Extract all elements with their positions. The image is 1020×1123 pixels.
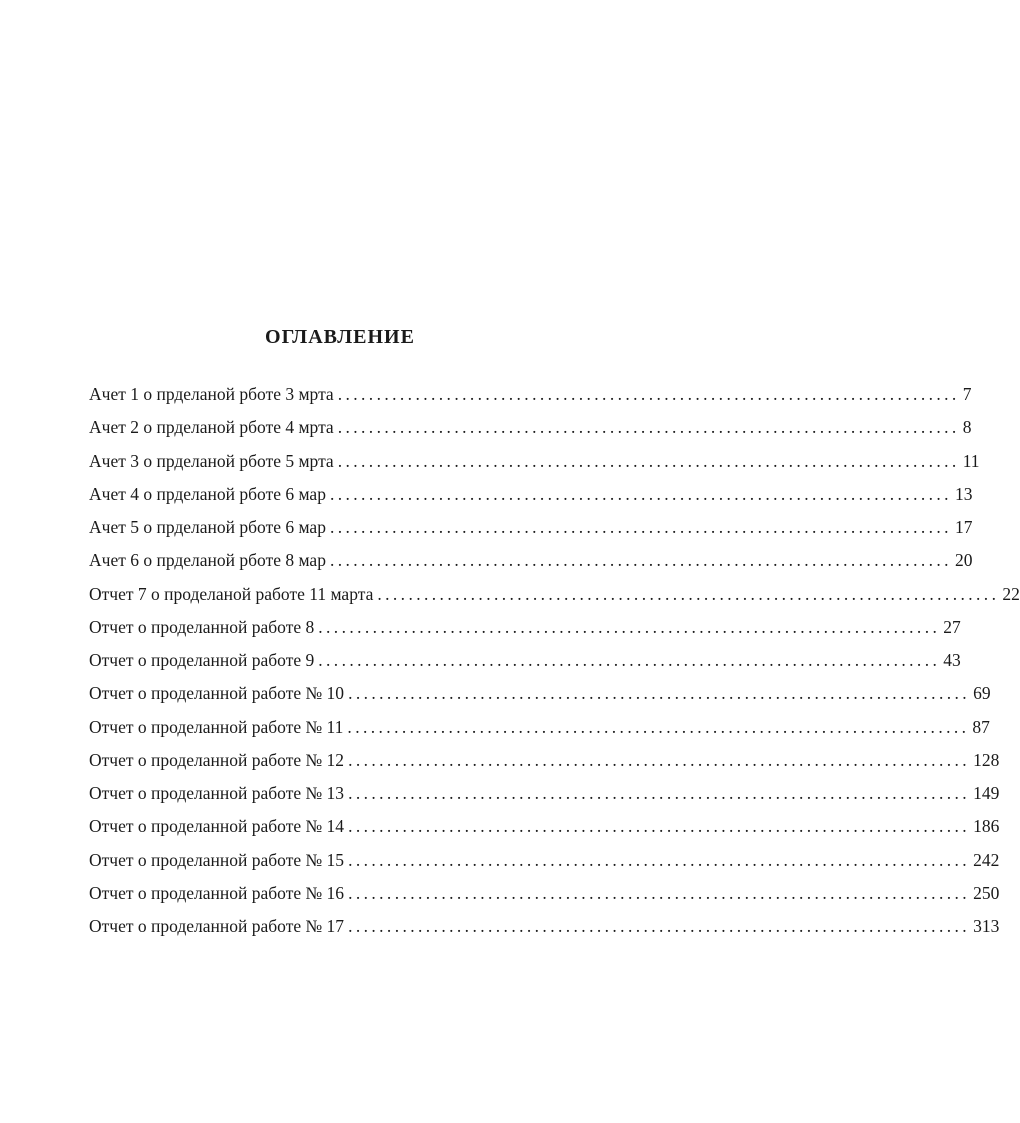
toc-entry-title: Отчет о проделанной работе № 16	[89, 882, 345, 903]
toc-entry[interactable]	[89, 681, 991, 714]
toc-entry[interactable]	[89, 382, 972, 415]
toc-entry-title: Отчет о проделанной работе № 12	[89, 749, 345, 770]
toc-entry-title: Отчет о проделанной работе 8	[89, 616, 315, 637]
dot-leader: ................................................................................	[337, 384, 960, 404]
toc-entry[interactable]	[89, 881, 1000, 914]
toc-entry[interactable]	[89, 482, 973, 515]
toc-entry-title: Отчет о проделанной работе № 13	[89, 783, 345, 803]
dot-leader: ................................................................................	[337, 450, 960, 471]
toc-entry-title: Ачет 4 о прделаной рботе 6 мар	[89, 483, 326, 504]
toc-entry[interactable]	[89, 781, 1000, 814]
toc-entry[interactable]	[89, 848, 1000, 881]
toc-entry-title: Отчет о проделанной работе № 14	[89, 816, 345, 837]
toc-page-number: 8	[962, 417, 972, 438]
toc-entry-title: Отчет о проделанной работе № 17	[89, 916, 345, 936]
toc-page-number: 242	[973, 849, 1000, 870]
toc-entry[interactable]	[89, 814, 1000, 847]
toc-entry[interactable]	[89, 582, 1020, 615]
toc-page-number: 250	[973, 882, 1000, 903]
dot-leader: ................................................................................	[348, 683, 971, 704]
toc-entry-title: Отчет о проделанной работе 9	[89, 650, 315, 670]
toc-entry-title: Ачет 2 о прделаной рботе 4 мрта	[89, 417, 334, 438]
dot-leader: ................................................................................	[348, 783, 971, 803]
dot-leader: ................................................................................	[337, 417, 960, 438]
toc-entry[interactable]	[89, 748, 1000, 781]
toc-entry-title: Ачет 5 о прделаной рботе 6 мар	[89, 517, 326, 537]
dot-leader: ................................................................................	[348, 849, 971, 870]
toc-list	[89, 382, 1020, 947]
toc-entry[interactable]	[89, 648, 961, 681]
dot-leader: ................................................................................	[329, 483, 952, 504]
toc-page-number: 87	[972, 716, 990, 737]
toc-page-number: 149	[973, 783, 1000, 803]
dot-leader: ................................................................................	[329, 550, 952, 571]
toc-page-number: 313	[973, 916, 1000, 936]
dot-leader: ................................................................................	[318, 650, 941, 670]
toc-page-number: 128	[973, 749, 1000, 770]
toc-entry[interactable]	[89, 415, 972, 448]
toc-page-number: 186	[973, 816, 1000, 837]
dot-leader: ................................................................................	[348, 882, 971, 903]
toc-entry-title: Ачет 6 о прделаной рботе 8 мар	[89, 550, 326, 571]
dot-leader: ................................................................................	[348, 916, 971, 936]
toc-entry-title: Отчет о проделанной работе № 11	[89, 716, 344, 737]
toc-entry-title: Ачет 3 о прделаной рботе 5 мрта	[89, 450, 334, 471]
toc-page-number: 13	[954, 483, 973, 504]
toc-entry-title: Отчет о проделанной работе № 15	[89, 849, 345, 870]
toc-page-number: 20	[954, 550, 973, 571]
toc-page-number: 17	[954, 517, 973, 537]
toc-page-number: 69	[973, 683, 991, 704]
dot-leader: ................................................................................	[329, 517, 952, 537]
toc-page-number: 43	[943, 650, 961, 670]
toc-entry[interactable]	[89, 449, 980, 482]
dot-leader: ................................................................................	[318, 616, 941, 637]
toc-entry-title: Отчет о проделанной работе № 10	[89, 683, 345, 704]
toc-entry[interactable]	[89, 548, 973, 581]
toc-page-number: 7	[962, 384, 972, 404]
dot-leader: ................................................................................	[347, 716, 970, 737]
toc-entry-title: Ачет 1 о прделаной рботе 3 мрта	[89, 384, 334, 404]
toc-page-number: 22	[1002, 583, 1020, 604]
toc-entry[interactable]	[89, 914, 1000, 947]
toc-entry[interactable]	[89, 615, 961, 648]
dot-leader: ................................................................................	[348, 816, 971, 837]
toc-entry[interactable]	[89, 715, 990, 748]
toc-page-number: 27	[943, 616, 961, 637]
toc-entry[interactable]	[89, 515, 973, 548]
toc-entry-title: Отчет 7 о проделаной работе 11 марта	[89, 583, 374, 604]
toc-page-number: 11	[962, 450, 980, 471]
dot-leader: ................................................................................	[348, 749, 971, 770]
dot-leader: ................................................................................	[377, 583, 1000, 604]
page-title: ОГЛАВЛЕНИЕ	[265, 326, 415, 348]
